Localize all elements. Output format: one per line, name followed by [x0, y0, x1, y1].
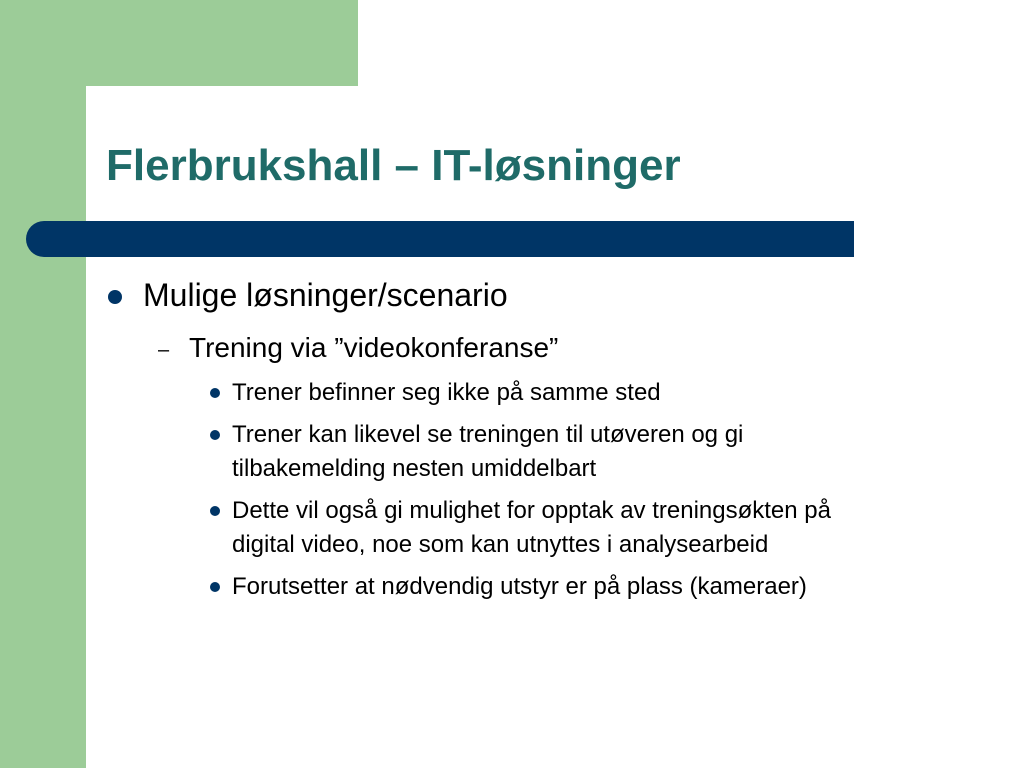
bullet-level3-item: Dette vil også gi mulighet for opptak av treningsøkten på	[232, 497, 831, 524]
bullet-dot-icon	[108, 290, 122, 304]
bullet-dot-icon	[210, 582, 220, 592]
bullet-dot-icon	[210, 388, 220, 398]
bullet-level3-item-continuation: tilbakemelding nesten umiddelbart	[232, 455, 597, 482]
bullet-dot-icon	[210, 506, 220, 516]
slide-title: Flerbrukshall – IT-løsninger	[106, 141, 681, 190]
bullet-level3-item: Forutsetter at nødvendig utstyr er på plass (kameraer)	[232, 573, 807, 600]
bullet-level2: Trening via ”videokonferanse”	[189, 332, 559, 363]
bullet-dot-icon	[210, 430, 220, 440]
bullet-level1: Mulige løsninger/scenario	[143, 277, 508, 313]
bullet-level3-item: Trener befinner seg ikke på samme sted	[232, 379, 661, 406]
dash-marker-icon: –	[158, 339, 170, 361]
bullet-level3-item: Trener kan likevel se treningen til utøveren og gi	[232, 421, 744, 448]
bullet-level3-item-continuation: digital video, noe som kan utnyttes i analysearbeid	[232, 531, 769, 558]
